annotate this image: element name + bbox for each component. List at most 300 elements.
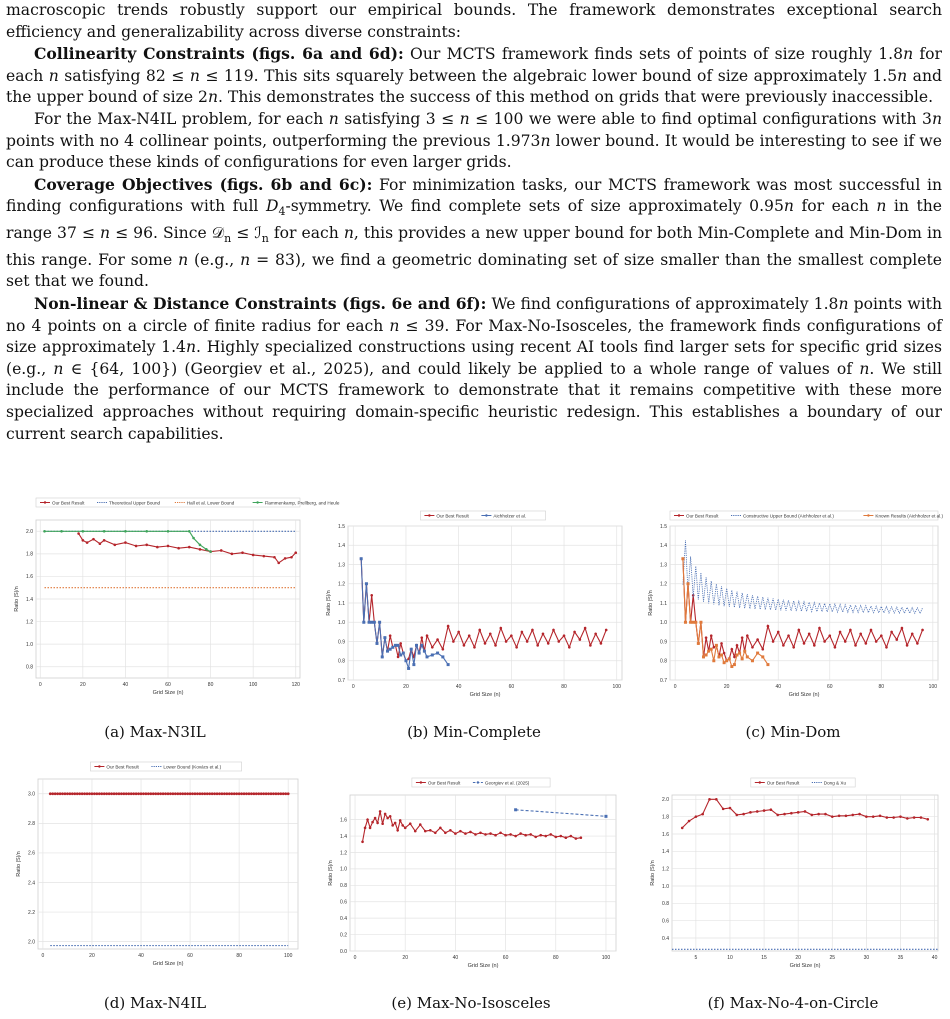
data-point	[494, 834, 497, 837]
data-point	[369, 827, 372, 830]
data-point	[273, 556, 276, 559]
data-point	[452, 640, 455, 643]
data-point	[51, 792, 54, 795]
data-point	[397, 644, 400, 647]
data-point	[391, 646, 394, 649]
data-point	[720, 653, 723, 656]
data-point	[412, 663, 415, 666]
text-run: n	[859, 359, 870, 378]
data-point	[99, 542, 102, 545]
y-axis-label: Ratio |S|/n	[648, 590, 654, 616]
data-point	[394, 822, 397, 825]
x-tick-label: 60	[826, 684, 833, 690]
y-tick-label: 1.1	[660, 600, 667, 607]
data-point	[130, 792, 133, 795]
data-point	[243, 792, 246, 795]
data-point	[783, 813, 786, 816]
data-point	[906, 644, 909, 647]
data-point	[735, 814, 738, 817]
y-tick-label: 1.2	[26, 619, 33, 626]
data-point	[892, 816, 895, 819]
data-point	[199, 548, 202, 551]
x-tick-label: 40	[122, 682, 129, 688]
data-point	[108, 792, 111, 795]
data-point	[277, 562, 280, 565]
data-point	[290, 556, 293, 559]
data-point	[110, 792, 113, 795]
data-point	[402, 652, 405, 655]
data-point	[899, 815, 902, 818]
text-run: , this provides a new upper bound for both Min-Complete and Min-Dom in this range. For some	[6, 224, 942, 269]
chart-min-complete	[318, 506, 630, 708]
x-tick-label: 10	[727, 955, 733, 961]
caption-b: (b) Min-Complete	[407, 723, 541, 741]
data-point	[692, 621, 695, 624]
data-point	[761, 648, 764, 651]
data-point	[436, 638, 439, 641]
data-point	[397, 656, 400, 659]
data-point	[797, 811, 800, 814]
data-point	[838, 815, 841, 818]
x-tick-label: 40	[455, 684, 462, 690]
text-run: -symmetry. We find complete sets of size approximately 0.95	[285, 197, 784, 216]
data-point	[580, 836, 583, 839]
data-point	[64, 792, 67, 795]
data-point	[76, 792, 79, 795]
text-run: 4	[278, 205, 286, 219]
data-point	[705, 636, 708, 639]
data-point	[284, 792, 287, 795]
y-tick-label: 0.2	[340, 932, 347, 939]
y-tick-label: 1.0	[662, 883, 669, 890]
text-run: n	[931, 109, 943, 128]
data-point	[459, 830, 462, 833]
data-point	[373, 621, 376, 624]
y-tick-label: 3.0	[28, 791, 35, 798]
text-run: in the range 37 ≤	[6, 197, 943, 243]
y-tick-label: 1.6	[340, 817, 347, 824]
data-point	[248, 792, 251, 795]
data-point	[198, 792, 201, 795]
data-point	[447, 663, 450, 666]
data-point	[782, 644, 785, 647]
data-point	[756, 638, 759, 641]
data-point	[113, 792, 116, 795]
data-point	[294, 551, 297, 554]
data-point	[167, 545, 170, 548]
data-point	[93, 792, 96, 795]
x-tick-label: 40	[931, 955, 938, 961]
data-point	[920, 816, 923, 819]
y-tick-label: 1.2	[660, 581, 667, 588]
y-tick-label: 1.5	[660, 523, 667, 530]
data-point	[188, 546, 191, 549]
data-point	[83, 792, 86, 795]
y-tick-label: 1.4	[340, 833, 347, 840]
data-point	[88, 792, 91, 795]
x-tick-label: 5	[694, 955, 698, 961]
data-point	[729, 807, 732, 810]
data-point	[911, 633, 914, 636]
data-point	[235, 792, 238, 795]
data-point	[216, 792, 219, 795]
data-point	[125, 792, 128, 795]
legend-label: Aichholzer et al.	[493, 513, 527, 519]
y-tick-label: 1.4	[662, 849, 669, 856]
legend-label: Flammenkamp, Prellberg, and Heule	[264, 500, 340, 506]
data-point	[865, 642, 868, 645]
text-run: ∈ {64, 100}) (Georgiev et al., 2025), and could likely be applied to a whole range of values of	[63, 359, 860, 378]
text-run: ≤ 39. For Max-No-Isosceles, the framework finds configurations of size approximately 1.4	[6, 316, 942, 357]
x-tick-label: 0	[38, 682, 42, 688]
data-point	[478, 629, 481, 632]
data-point	[921, 629, 924, 632]
data-point	[415, 644, 418, 647]
text-run: satisfying 82 ≤	[58, 66, 190, 85]
legend-marker	[759, 781, 761, 783]
data-point	[103, 539, 106, 542]
data-point	[409, 822, 412, 825]
data-point	[521, 631, 524, 634]
data-point	[534, 836, 537, 839]
data-point	[439, 827, 442, 830]
legend-label: Dong & Xu	[823, 780, 847, 786]
y-tick-label: 1.1	[338, 600, 345, 607]
data-point	[362, 621, 365, 624]
x-tick-label: 20	[723, 684, 730, 690]
data-point	[414, 830, 417, 833]
data-point	[192, 537, 195, 540]
x-tick-label: 0	[673, 684, 677, 690]
data-point	[375, 642, 378, 645]
y-tick-label: 1.4	[660, 543, 667, 550]
data-point	[761, 655, 764, 658]
legend-marker	[867, 514, 869, 516]
data-point	[457, 631, 460, 634]
text-run: n	[261, 232, 269, 246]
y-tick-label: 1.0	[340, 866, 347, 873]
data-point	[389, 648, 392, 651]
y-tick-label: 1.8	[662, 814, 669, 821]
data-point	[436, 652, 439, 655]
x-tick-label: 20	[80, 682, 86, 688]
y-tick-label: 0.8	[340, 883, 347, 890]
data-point	[263, 555, 266, 558]
data-point	[157, 792, 160, 795]
data-point	[731, 648, 734, 651]
data-point	[563, 634, 566, 637]
data-point	[282, 792, 285, 795]
data-point	[221, 792, 224, 795]
data-point	[240, 792, 243, 795]
data-point	[209, 550, 212, 553]
data-point	[418, 652, 421, 655]
data-point	[722, 808, 725, 811]
data-point	[751, 646, 754, 649]
x-tick-label: 80	[552, 955, 559, 961]
data-point	[811, 814, 814, 817]
y-tick-label: 1.5	[338, 523, 345, 530]
y-tick-label: 1.3	[338, 562, 345, 569]
data-point	[208, 792, 211, 795]
data-point	[86, 541, 89, 544]
data-point	[66, 792, 69, 795]
data-point	[803, 642, 806, 645]
data-point	[736, 644, 739, 647]
text-run: n	[459, 109, 470, 128]
x-tick-label: 80	[207, 682, 214, 688]
data-point	[223, 792, 226, 795]
data-point	[360, 557, 363, 560]
data-point	[364, 827, 367, 830]
data-point	[257, 792, 260, 795]
text-run: n	[53, 359, 64, 378]
data-point	[59, 792, 62, 795]
data-point	[790, 812, 793, 815]
y-tick-label: 0.8	[660, 658, 667, 665]
body-text	[6, 0, 942, 445]
legend-label: Our Best Result	[766, 780, 800, 786]
data-point	[549, 833, 552, 836]
legend-label: Lower Bound (Kovács et al.)	[163, 764, 222, 770]
data-point	[272, 792, 275, 795]
text-run: satisfying 3 ≤	[338, 109, 460, 128]
data-point	[220, 549, 223, 552]
data-point	[54, 792, 57, 795]
data-point	[228, 792, 231, 795]
text-run: n	[240, 250, 251, 269]
data-point	[250, 792, 253, 795]
data-point	[154, 792, 157, 795]
data-point	[231, 553, 234, 556]
data-point	[124, 541, 127, 544]
data-point	[723, 652, 726, 655]
data-point	[565, 836, 568, 839]
data-point	[383, 636, 386, 639]
y-tick-label: 1.2	[662, 866, 669, 873]
x-tick-label: 60	[508, 684, 515, 690]
data-point	[526, 640, 529, 643]
data-point	[839, 631, 842, 634]
y-tick-label: 0.4	[340, 915, 347, 922]
data-point	[464, 832, 467, 835]
text-run: lower bound. It would be interesting to see if we can produce these kinds of configurations for even larger grids.	[6, 131, 942, 172]
data-point	[370, 621, 373, 624]
legend-label: Our Best Result	[686, 513, 719, 519]
x-tick-label: 120	[291, 682, 300, 688]
data-point	[423, 650, 426, 653]
text-run: n	[876, 197, 887, 216]
y-tick-label: 2.0	[26, 529, 33, 536]
paragraph-nonlinear	[6, 293, 942, 445]
data-point	[474, 833, 477, 836]
data-point	[184, 792, 187, 795]
data-point	[705, 653, 708, 656]
data-point	[741, 657, 744, 660]
data-point	[707, 650, 710, 653]
data-point	[399, 653, 402, 656]
data-point	[140, 792, 143, 795]
data-point	[279, 792, 282, 795]
data-point	[858, 813, 861, 816]
text-run: = 83), we find a geometric dominating set of size smaller than the smallest complete set that we found.	[6, 250, 942, 291]
data-point	[61, 792, 64, 795]
data-point	[365, 582, 368, 585]
data-point	[733, 663, 736, 666]
data-point	[98, 792, 101, 795]
data-point	[730, 665, 733, 668]
data-point	[179, 792, 182, 795]
x-tick-label: 60	[165, 682, 171, 688]
text-run: points with no 4 points on a circle of finite radius for each	[6, 294, 942, 335]
data-point	[845, 815, 848, 818]
data-point	[689, 621, 692, 624]
data-point	[218, 792, 221, 795]
data-point	[441, 655, 444, 658]
data-point	[885, 646, 888, 649]
data-point	[489, 633, 492, 636]
y-tick-label: 0.6	[662, 918, 669, 925]
data-point	[265, 792, 268, 795]
x-tick-label: 100	[248, 682, 258, 688]
data-point	[245, 792, 248, 795]
data-point	[149, 792, 152, 795]
x-tick-label: 80	[561, 684, 567, 690]
data-point	[751, 659, 754, 662]
data-point	[552, 629, 555, 632]
data-point	[875, 640, 878, 643]
data-point	[284, 557, 287, 560]
data-point	[105, 792, 108, 795]
data-point	[426, 655, 429, 658]
data-point	[697, 642, 700, 645]
data-point	[851, 814, 854, 817]
x-axis-label: Grid Size (n)	[789, 963, 821, 969]
paragraph-intro	[6, 0, 942, 43]
paragraph-collinearity	[6, 43, 942, 109]
data-point	[688, 820, 691, 823]
data-point	[426, 634, 429, 637]
data-point	[728, 657, 731, 660]
x-tick-label: 100	[612, 684, 621, 690]
y-tick-label: 1.6	[662, 831, 669, 838]
data-point	[233, 792, 236, 795]
data-point	[702, 655, 705, 658]
data-point	[798, 629, 801, 632]
data-point	[746, 655, 749, 658]
data-point	[575, 837, 578, 840]
data-point	[570, 835, 573, 838]
data-point	[77, 532, 80, 535]
data-point	[404, 659, 407, 662]
data-point	[712, 659, 715, 662]
data-point	[73, 792, 76, 795]
data-point	[238, 792, 241, 795]
data-point	[174, 792, 177, 795]
x-axis-label: Grid Size (n)	[152, 690, 184, 696]
data-point	[449, 829, 452, 832]
data-point	[135, 545, 138, 548]
data-point	[275, 792, 278, 795]
data-point	[584, 627, 587, 630]
y-axis-label: Ratio |S|/n	[328, 860, 334, 886]
x-tick-label: 40	[775, 684, 782, 690]
x-tick-label: 0	[351, 684, 355, 690]
data-point	[172, 792, 175, 795]
data-point	[389, 634, 392, 637]
data-point	[100, 792, 103, 795]
data-point	[554, 836, 557, 839]
data-point	[186, 792, 189, 795]
data-point	[211, 792, 214, 795]
data-point	[901, 627, 904, 630]
data-point	[808, 633, 811, 636]
y-tick-label: 0.9	[338, 639, 345, 646]
data-point	[600, 642, 603, 645]
x-tick-label: 80	[878, 684, 885, 690]
data-point	[831, 815, 834, 818]
legend-label: Hall et al. Lower Bound	[186, 500, 235, 506]
data-point	[817, 813, 820, 816]
text-run: and the upper bound of size 2	[6, 66, 942, 107]
data-point	[605, 629, 608, 632]
y-tick-label: 1.0	[26, 641, 33, 648]
data-point	[381, 822, 384, 825]
data-point	[557, 640, 560, 643]
x-tick-label: 25	[829, 955, 836, 961]
data-point	[176, 792, 179, 795]
data-point	[252, 554, 255, 557]
data-point	[772, 640, 775, 643]
x-tick-label: 60	[187, 953, 193, 959]
y-tick-label: 0.9	[660, 639, 667, 646]
x-axis-label: Grid Size (n)	[469, 692, 501, 698]
data-point	[746, 634, 749, 637]
data-point	[536, 644, 539, 647]
data-point	[743, 650, 746, 653]
data-point	[713, 646, 716, 649]
data-point	[361, 841, 364, 844]
data-point	[196, 792, 199, 795]
text-run: for each	[6, 45, 942, 85]
data-point	[82, 530, 85, 533]
x-tick-label: 40	[452, 955, 459, 961]
text-run: n	[389, 316, 400, 335]
y-axis-label: Ratio |S|/n	[326, 590, 332, 616]
x-tick-label: 0	[353, 955, 357, 961]
legend-marker	[420, 781, 422, 783]
data-point	[444, 831, 447, 834]
data-point	[396, 829, 399, 832]
data-point	[120, 792, 123, 795]
text-run: ≤ 100 we were able to find optimal configurations with 3	[469, 109, 932, 128]
data-point	[499, 831, 502, 834]
data-point	[681, 557, 684, 560]
text-run: For the Max-N4IL problem, for each	[34, 109, 329, 128]
text-run: (e.g.,	[188, 250, 241, 269]
x-tick-label: 20	[89, 953, 95, 959]
data-point	[206, 792, 209, 795]
legend-label: Our Best Result	[427, 780, 461, 786]
text-run: Coverage Objectives (figs. 6b and 6c):	[34, 174, 373, 194]
data-point	[156, 546, 159, 549]
legend-marker	[485, 514, 487, 516]
data-point	[267, 792, 270, 795]
data-point	[189, 792, 192, 795]
data-point	[926, 818, 929, 821]
x-tick-label: 20	[403, 684, 409, 690]
data-point	[194, 792, 197, 795]
